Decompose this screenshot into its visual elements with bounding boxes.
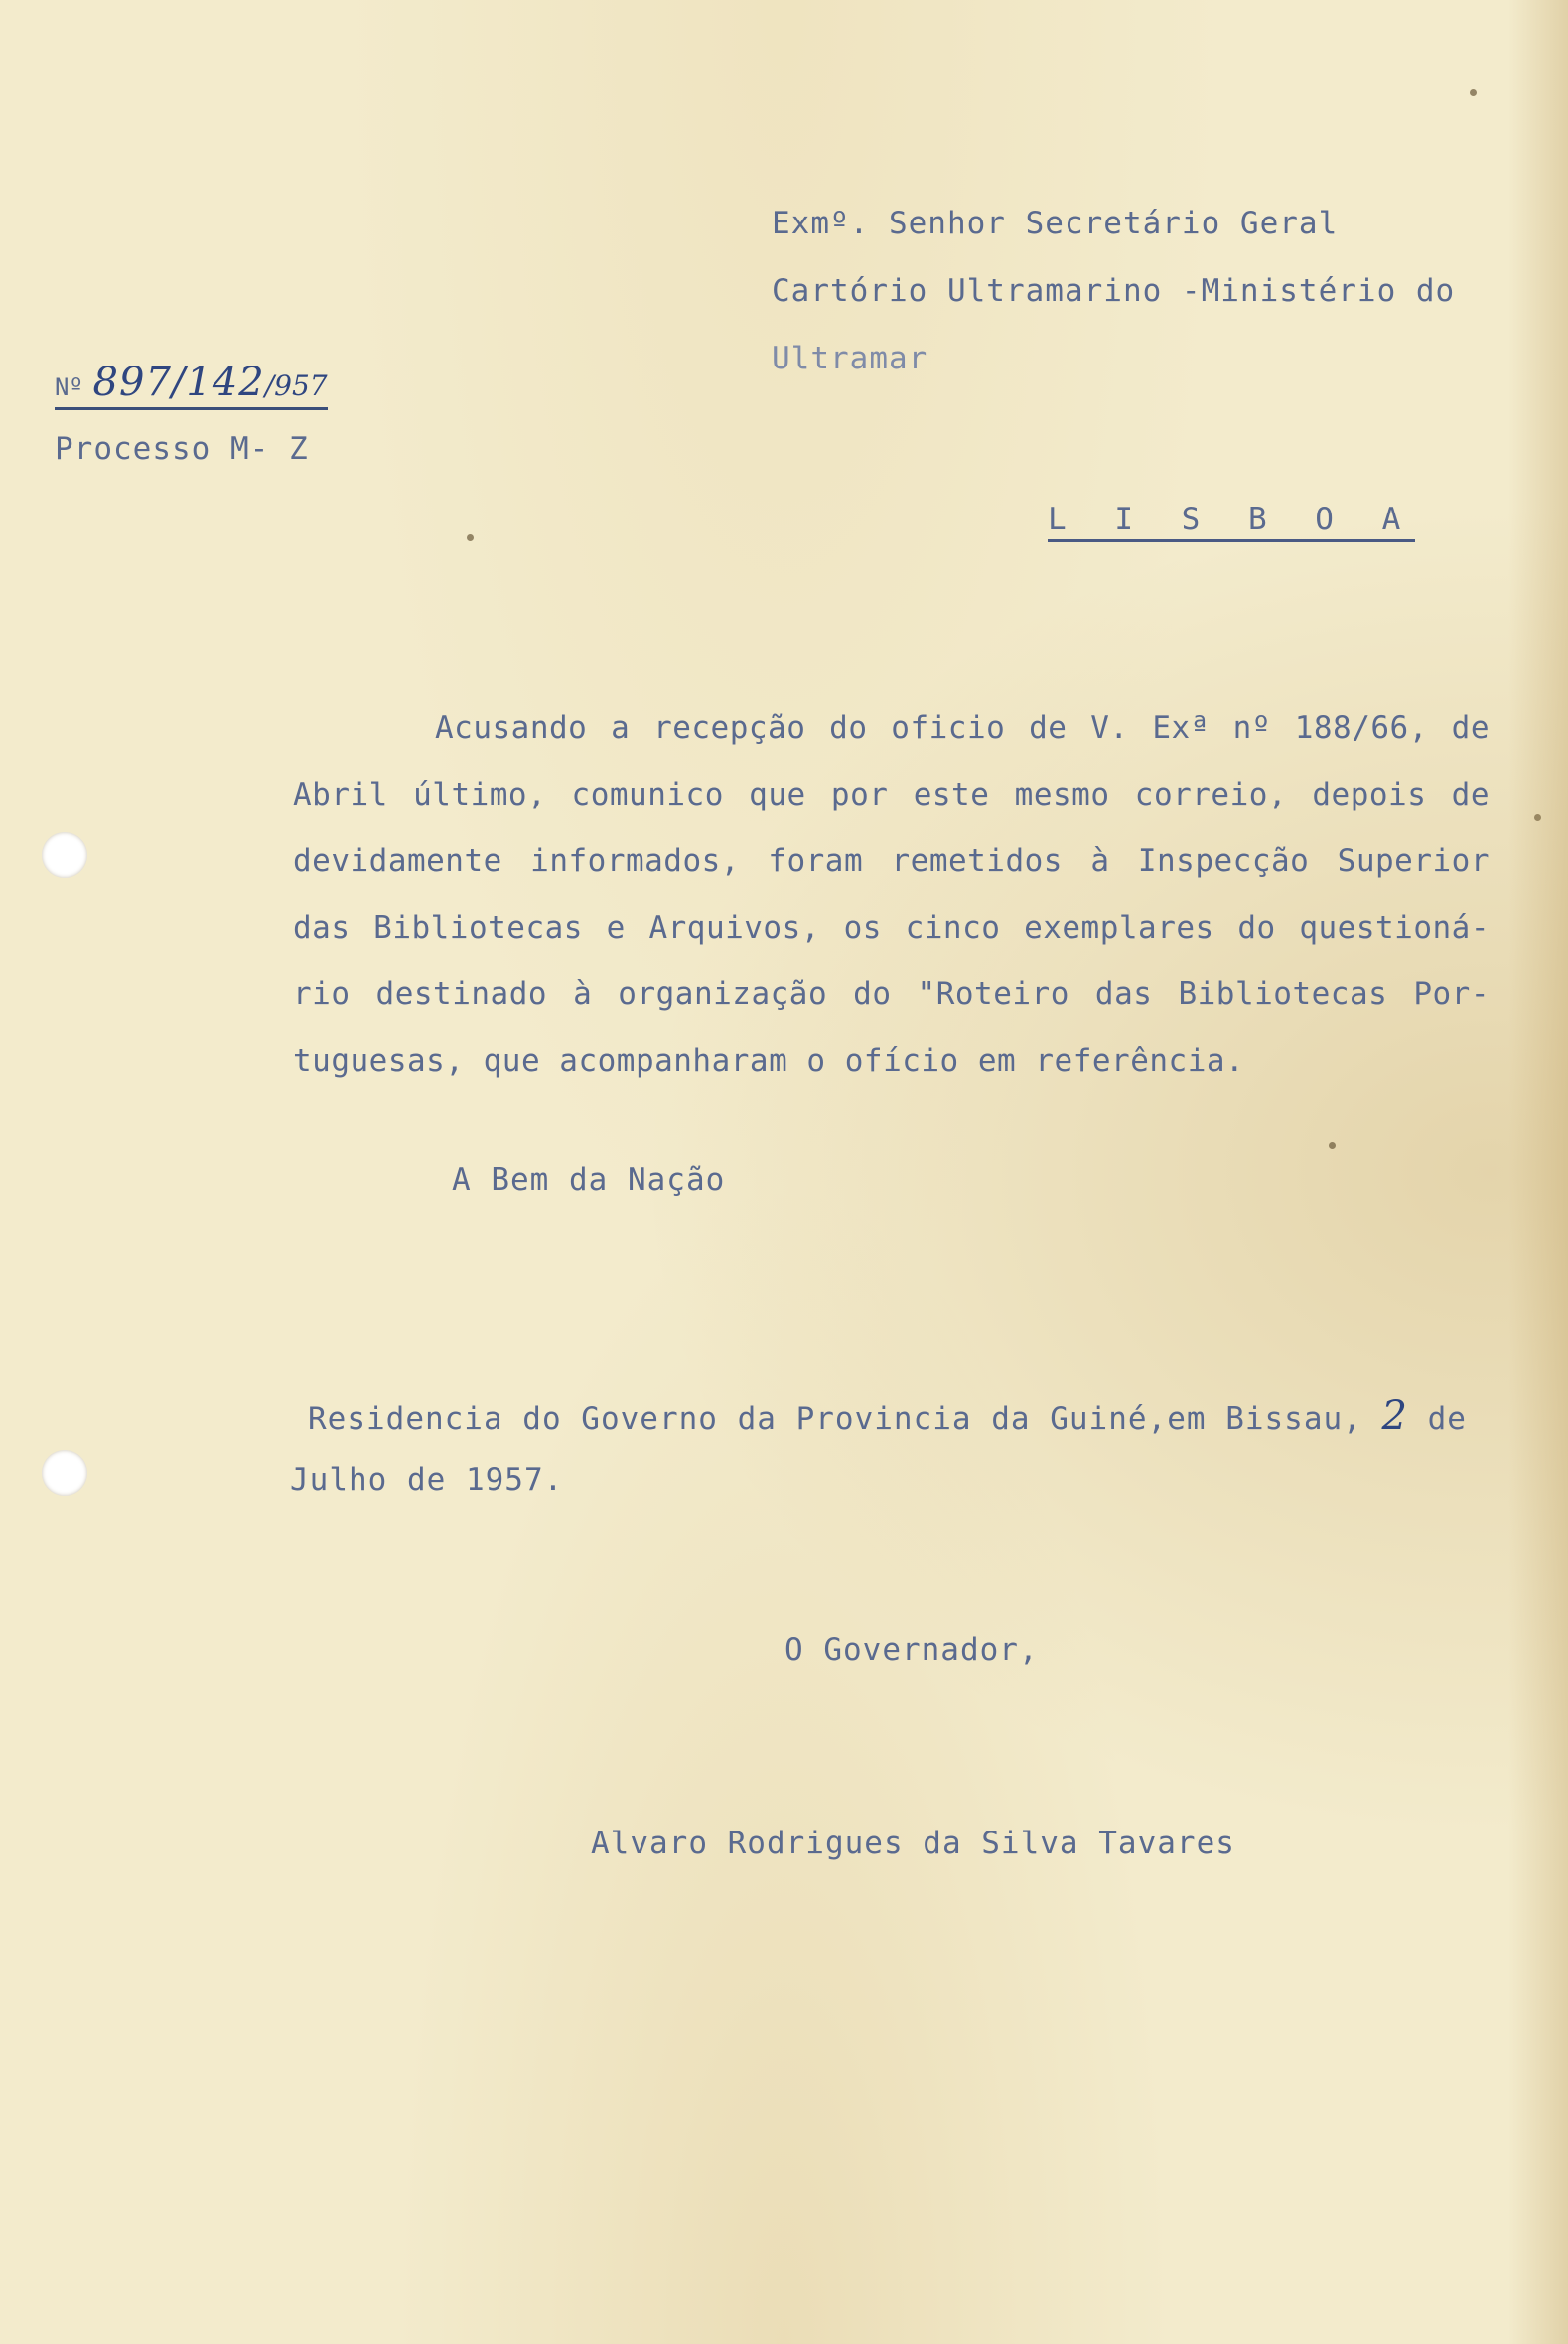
recipient-line-3: Ultramar bbox=[772, 341, 928, 376]
body-line: Acusando a recepção do oficio de V. Exª nº 188/66, de bbox=[435, 710, 1490, 746]
paper-speck bbox=[1470, 89, 1477, 96]
reference-year: /957 bbox=[264, 369, 328, 402]
body-line: das Bibliotecas e Arquivos, os cinco exemplares do questioná- bbox=[293, 910, 1490, 946]
paper-speck bbox=[1534, 814, 1541, 821]
body-line: Abril último, comunico que por este mesmo correio, depois de bbox=[293, 777, 1490, 812]
punch-hole-top bbox=[42, 832, 87, 878]
recipient-line-2: Cartório Ultramarino -Ministério do bbox=[772, 273, 1456, 309]
signatory-title: O Governador, bbox=[784, 1632, 1039, 1668]
dateline-text: Residencia do Governo da Provincia da Guiné,em Bissau, bbox=[308, 1401, 1362, 1437]
dateline-handwritten-day: 2 bbox=[1381, 1393, 1408, 1439]
dateline-line-1 bbox=[308, 1393, 1467, 1439]
signatory-name: Alvaro Rodrigues da Silva Tavares bbox=[591, 1826, 1235, 1861]
body-line: devidamente informados, foram remetidos à Inspecção Superior bbox=[293, 843, 1490, 879]
process-reference: Processo M- Z bbox=[55, 431, 309, 467]
body-line: rio destinado à organização do "Roteiro das Bibliotecas Por- bbox=[293, 976, 1490, 1012]
reference-handwritten-number: 897/142 bbox=[92, 360, 265, 405]
dateline-text-after: de bbox=[1427, 1401, 1467, 1437]
recipient-line-1: Exmº. Senhor Secretário Geral bbox=[772, 206, 1339, 241]
body-line: tuguesas, que acompanharam o ofício em referência. bbox=[293, 1043, 1245, 1079]
reference-number bbox=[55, 360, 328, 410]
paper-speck bbox=[467, 534, 474, 541]
punch-hole-bottom bbox=[42, 1450, 87, 1496]
destination-city: L I S B O A bbox=[1048, 502, 1415, 542]
paper-speck bbox=[1329, 1142, 1336, 1149]
letter-body bbox=[293, 695, 1490, 1095]
salutation: A Bem da Nação bbox=[452, 1162, 726, 1198]
reference-prefix: Nº bbox=[55, 373, 83, 401]
dateline-line-2: Julho de 1957. bbox=[290, 1462, 564, 1498]
